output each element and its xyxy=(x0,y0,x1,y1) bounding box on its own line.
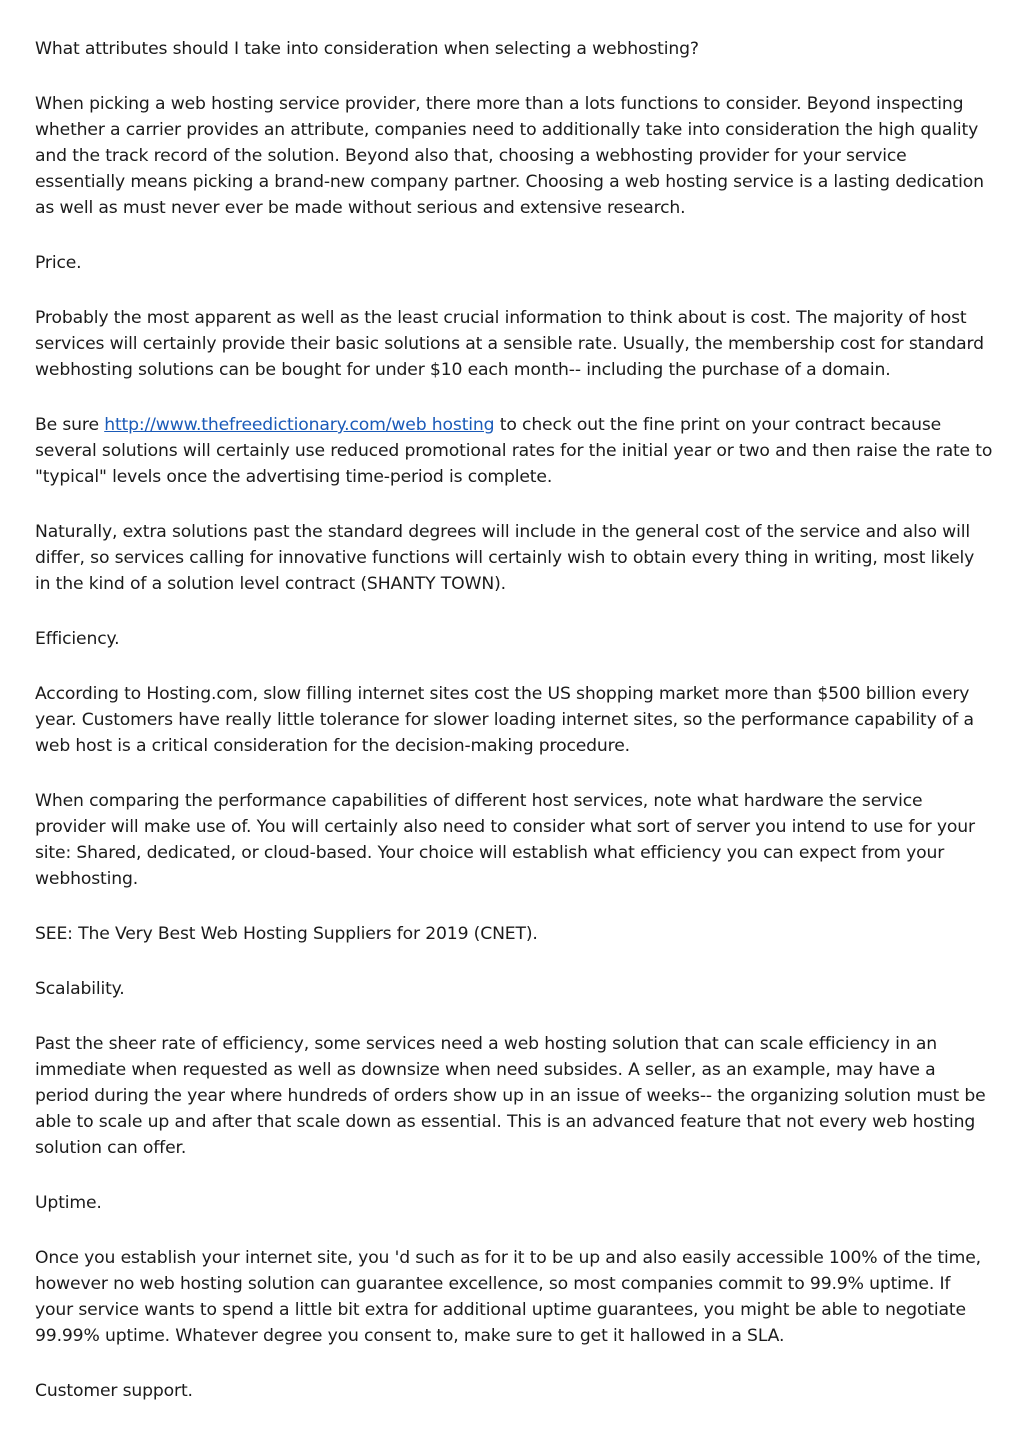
see-reference: SEE: The Very Best Web Hosting Suppliers for 2019 (CNET). xyxy=(35,924,538,944)
uptime-paragraph: Once you establish your internet site, you 'd such as for it to be up and also easily accessible 100% of the time, however no web hosting solution can guarantee excellence, so most companies commit to 99.9% uptime. If your service wants to spend a little bit extra for additional uptime guarantees, you might be able to negotiate 99.99% uptime. Whatever degree you consent to, make sure to get it hallowed in a SLA. xyxy=(35,1248,981,1346)
section-heading-uptime: Uptime. xyxy=(35,1193,102,1213)
extra-solutions-paragraph: Naturally, extra solutions past the standard degrees will include in the general cost of the service and also will differ, so services calling for innovative functions will certainly wish to obtain every thing in writing, most likely in the kind of a solution level contract (SHANTY TOWN). xyxy=(35,522,975,594)
section-heading-customer-support: Customer support. xyxy=(35,1381,193,1401)
section-heading-scalability: Scalability. xyxy=(35,979,125,999)
intro-paragraph: When picking a web hosting service provider, there more than a lots functions to consider. Beyond inspecting whether a carrier provides an attribute, companies need to additionally take into consideration the high quality and the track record of the solution. Beyond also that, choosing a webhosting provider for your service essentially means picking a brand-new company partner. Choosing a web hosting service is a lasting dedication as well as must never ever be made without serious and extensive research. xyxy=(35,94,984,218)
fine-print-text-end: to check out the fine print on your contract because several solutions will certainly use reduced promotional rates for the initial year or two and then raise the rate to "typical" levels once the advertising time-period is complete. xyxy=(35,415,993,487)
section-heading-efficiency: Efficiency. xyxy=(35,629,120,649)
price-paragraph: Probably the most apparent as well as the least crucial information to think about is cost. The majority of host services will certainly provide their basic solutions at a sensible rate. Usually, the membership cost for standard webhosting solutions can be bought for under $10 each month-- including the purchase of a domain. xyxy=(35,308,984,380)
scalability-paragraph: Past the sheer rate of efficiency, some services need a web hosting solution that can scale efficiency in an immediate when requested as well as downsize when need subsides. A seller, as an example, may have a period during the year where hundreds of orders show up in an issue of weeks-- the organizing solution must be able to scale up and after that scale down as essential. This is an advanced feature that not every web hosting solution can offer. xyxy=(35,1034,986,1158)
performance-paragraph: When comparing the performance capabilities of different host services, note what hardware the service provider will make use of. You will certainly also need to consider what sort of server you intend to use for your site: Shared, dedicated, or cloud-based. Your choice will establish what efficiency you can expect from your webhosting. xyxy=(35,791,975,889)
fine-print-text-start: Be sure xyxy=(35,415,105,435)
dictionary-link[interactable]: http://www.thefreedictionary.com/web hosting xyxy=(104,415,495,435)
section-heading-price: Price. xyxy=(35,253,82,273)
efficiency-paragraph: According to Hosting.com, slow filling internet sites cost the US shopping market more than $500 billion every year. Customers have really little tolerance for slower loading internet sites, so the performance capability of a web host is a critical consideration for the decision-making procedure. xyxy=(35,684,974,756)
document-body xyxy=(35,36,993,1404)
question-heading: What attributes should I take into consideration when selecting a webhosting? xyxy=(35,39,699,59)
fine-print-paragraph xyxy=(35,412,993,490)
